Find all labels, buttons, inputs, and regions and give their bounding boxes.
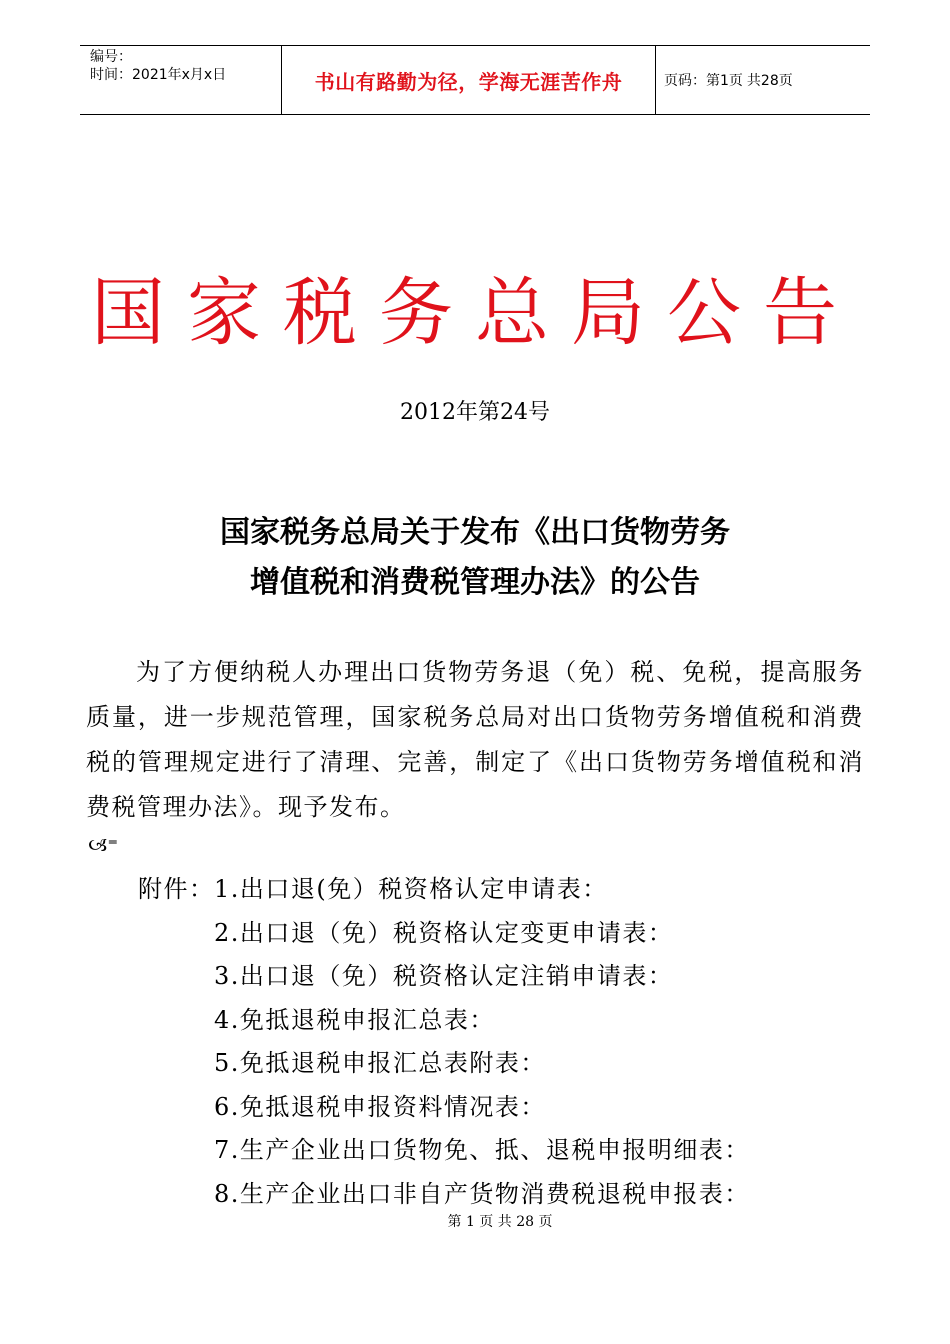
section-marker: 🙢⁼ (88, 833, 119, 857)
attachment-item (138, 1042, 750, 1086)
attachment-item (138, 1173, 750, 1217)
attachment-item (138, 1129, 750, 1173)
attachment-item (138, 912, 750, 956)
header-page-info (656, 46, 870, 114)
attachment-text: 6.免抵退税申报资料情况表： (214, 1092, 546, 1121)
attachment-text: 2.出口退（免）税资格认定变更申请表： (214, 918, 674, 947)
notice-title-line-2: 增值税和消费税管理办法》的公告 (250, 565, 700, 600)
notice-title-line-1: 国家税务总局关于发布《出口货物劳务 (220, 515, 730, 550)
attachment-text: 7.生产企业出口货物免、抵、退税申报明细表： (214, 1136, 750, 1164)
attachment-text: 4.免抵退税申报汇总表： (214, 1005, 495, 1034)
attachment-item (138, 999, 750, 1043)
attachment-text: 1.出口退(免）税资格认定申请表： (214, 875, 608, 903)
document-number: 2012年第24号 (400, 400, 550, 425)
attachment-text: 5.免抵退税申报汇总表附表： (214, 1049, 546, 1077)
body-paragraph: 为了方便纳税人办理出口货物劳务退（免）税、免税，提高服务质量，进一步规范管理，国家税务总局对出口货物劳务增值税和消费税的管理规定进行了清理、完善，制定了《出口货物劳务增值税和消费税管理办法》。现予发布。 (86, 658, 864, 821)
header-motto-cell (282, 46, 656, 114)
attachment-text: 3.出口退（免）税资格认定注销申请表： (214, 962, 674, 990)
serial-label: 编号： (90, 49, 132, 65)
header-meta (80, 46, 282, 114)
header-motto: 书山有路勤为径，学海无涯苦作舟 (314, 69, 623, 94)
attachments-list (138, 868, 750, 1216)
attachment-text: 8.生产企业出口非自产货物消费税退税申报表： (214, 1179, 750, 1208)
page-label: 页码：第1页 (664, 73, 743, 89)
announcement-title: 国家税务总局公告 (91, 270, 859, 356)
attachments-label: 附件： (138, 875, 215, 903)
notice-title (80, 508, 870, 608)
time-label: 时间：2021年x月x日 (90, 67, 227, 83)
page-footer: 第 1 页 共 28 页 (447, 1214, 553, 1230)
attachment-item (138, 955, 750, 999)
attachment-item (138, 868, 750, 912)
page-header (80, 45, 870, 115)
attachment-item (138, 1086, 750, 1130)
page-total: 共28页 (746, 73, 793, 89)
